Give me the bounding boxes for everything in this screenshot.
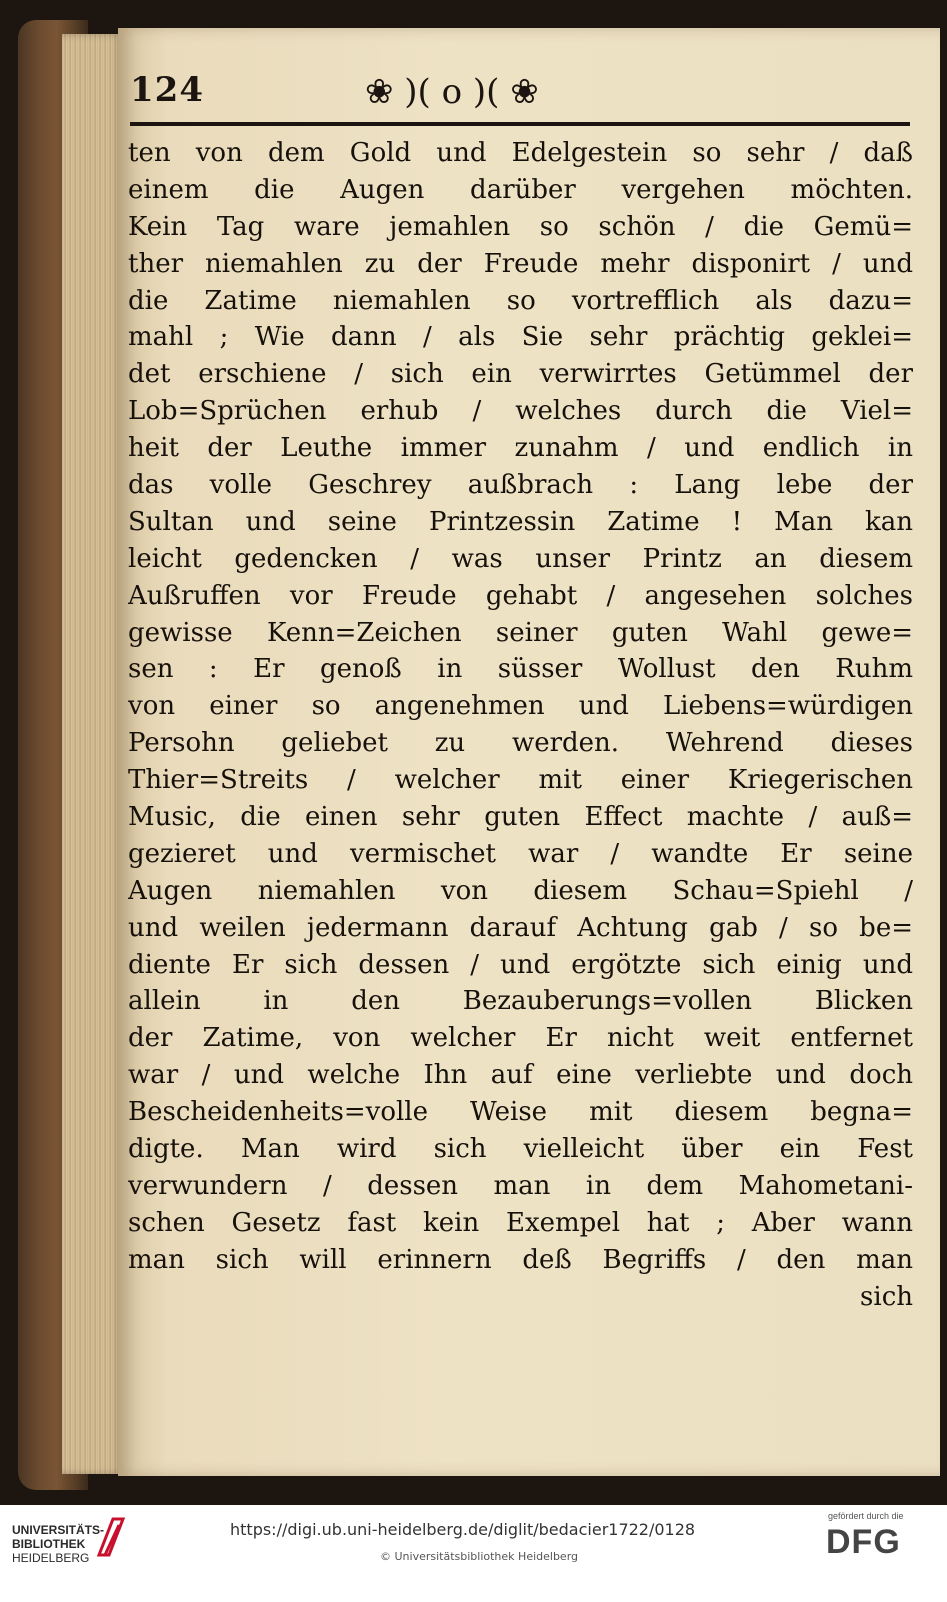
header-rule bbox=[130, 122, 910, 126]
text-line: das volle Geschrey außbrach : Lang lebe der bbox=[128, 470, 913, 501]
header-ornament: ❀ )( o )( ❀ bbox=[365, 72, 539, 112]
permalink-url[interactable]: https://digi.ub.uni-heidelberg.de/diglit/bedacier1722/0128 bbox=[230, 1520, 696, 1539]
text-line: von einer so angenehmen und Liebens=würdigen bbox=[128, 691, 913, 722]
text-line: man sich will erinnern deß Begriffs / den man bbox=[128, 1244, 913, 1275]
dfg-logo: DFG bbox=[826, 1523, 901, 1561]
text-line: verwundern / dessen man in dem Mahometani- bbox=[128, 1170, 913, 1201]
library-name-line: HEIDELBERG bbox=[12, 1551, 90, 1565]
page-header bbox=[130, 70, 800, 120]
text-line: gewisse Kenn=Zeichen seiner guten Wahl gewe= bbox=[128, 617, 913, 648]
text-line: ther niemahlen zu der Freude mehr disponirt / und bbox=[128, 248, 913, 279]
text-line: Sultan und seine Printzessin Zatime ! Man kan bbox=[128, 506, 913, 537]
text-line: die Zatime niemahlen so vortrefflich als dazu= bbox=[128, 285, 913, 316]
text-line: Music, die einen sehr guten Effect machte / auß= bbox=[128, 802, 913, 833]
text-line: sen : Er genoß in süsser Wollust den Ruhm bbox=[128, 654, 913, 685]
library-name-line: BIBLIOTHEK bbox=[12, 1537, 86, 1551]
funding-note: gefördert durch die bbox=[828, 1511, 904, 1521]
text-line: einem die Augen darüber vergehen möchten. bbox=[128, 174, 913, 205]
copyright-notice: © Universitätsbibliothek Heidelberg bbox=[380, 1550, 579, 1563]
text-line: diente Er sich dessen / und ergötzte sich einig und bbox=[128, 949, 913, 980]
text-line: ten von dem Gold und Edelgestein so sehr / daß bbox=[128, 138, 913, 168]
text-line: Lob=Sprüchen erhub / welches durch die Viel= bbox=[128, 396, 913, 427]
text-line: Außruffen vor Freude gehabt / angesehen solches bbox=[128, 580, 913, 611]
library-logo-icon bbox=[95, 1515, 127, 1559]
text-line: heit der Leuthe immer zunahm / und endlich in bbox=[128, 433, 913, 464]
text-line: gezieret und vermischet war / wandte Er seine bbox=[128, 838, 913, 869]
text-line: det erschiene / sich ein verwirrtes Getümmel der bbox=[128, 359, 913, 390]
text-line: Thier=Streits / welcher mit einer Kriegerischen bbox=[128, 765, 913, 796]
text-line: und weilen jedermann darauf Achtung gab / so be= bbox=[128, 912, 913, 943]
text-line: leicht gedencken / was unser Printz an diesem bbox=[128, 543, 913, 574]
text-line: der Zatime, von welcher Er nicht weit entfernet bbox=[128, 1023, 913, 1054]
text-line: mahl ; Wie dann / als Sie sehr prächtig geklei= bbox=[128, 322, 913, 353]
library-name-line: UNIVERSITÄTS- bbox=[12, 1523, 105, 1537]
text-line: allein in den Bezauberungs=vollen Blicken bbox=[128, 986, 913, 1017]
text-line: Kein Tag ware jemahlen so schön / die Gemü= bbox=[128, 211, 913, 242]
text-line: digte. Man wird sich vielleicht über ein Fest bbox=[128, 1134, 913, 1165]
library-name bbox=[12, 1523, 105, 1565]
text-line: war / und welche Ihn auf eine verliebte und doch bbox=[128, 1060, 913, 1091]
text-line: schen Gesetz fast kein Exempel hat ; Aber wann bbox=[128, 1207, 913, 1238]
page-number: 124 bbox=[130, 70, 204, 110]
viewer-footer bbox=[0, 1505, 947, 1602]
text-line: Bescheidenheits=volle Weise mit diesem begna= bbox=[128, 1097, 913, 1128]
text-line: sich bbox=[860, 1281, 913, 1312]
text-line: Persohn geliebet zu werden. Wehrend dieses bbox=[128, 728, 913, 759]
text-line: Augen niemahlen von diesem Schau=Spiehl / bbox=[128, 875, 913, 906]
page-edges bbox=[62, 34, 124, 1474]
body-text bbox=[128, 135, 913, 1316]
